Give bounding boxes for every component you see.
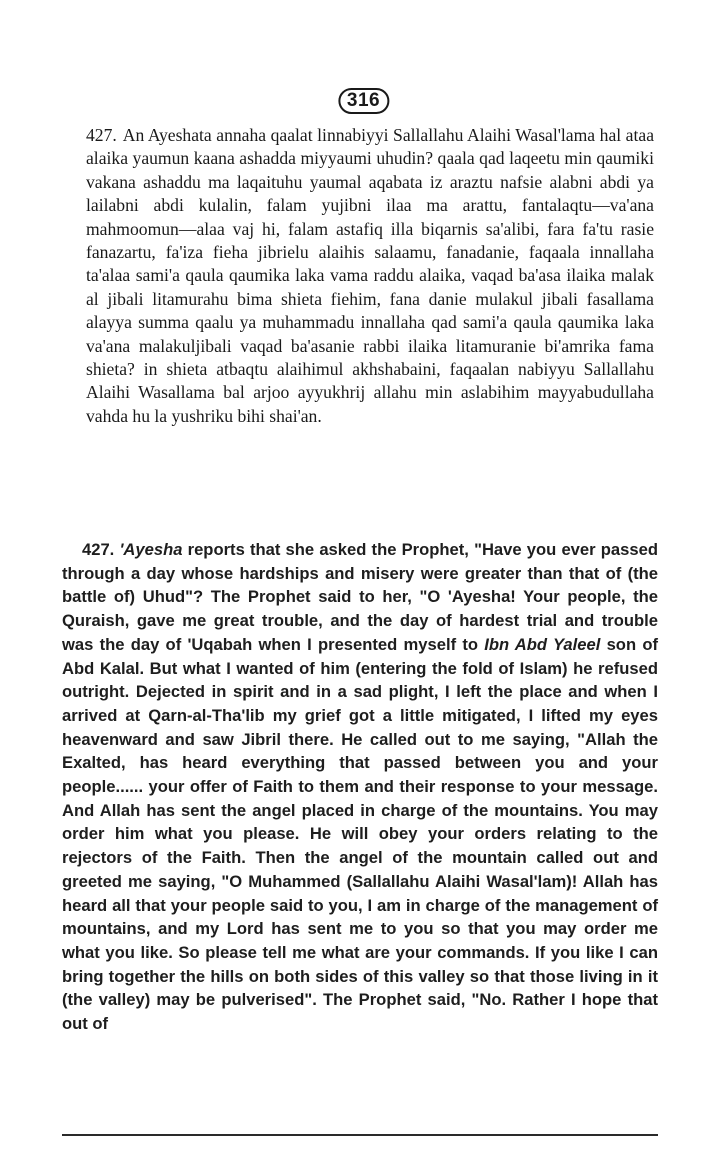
narrator-name: 'Ayesha <box>119 540 183 559</box>
translation-text-part-1: reports that she asked the Prophet, "Have you ever passed through a day whose hardships and misery were greater than that of (the battle of) Uhud"? The Prophet said to her, "O 'Ayesha! Your people, the Quraish, gave me great trouble, and the day of hardest trial and trouble was the day of 'Uqabah when I presented myself to <box>62 540 658 654</box>
translation-text-part-2: son of Abd Kalal. But what I wanted of him (entering the fold of Islam) he refused outright. Dejected in spirit and in a sad plight, I left the place and when I arrived at Qarn-al-Tha'lib my grief got a little mitigated, I lifted my eyes heavenward and saw Jibril there. He called out to me saying, "Allah the Exalted, has heard everything that passed between you and your people...... your offer of Faith to them and their response to your message. And Allah has sent the angel placed in charge of the mountains. You may order him what you please. He will obey your orders relating to the rejectors of the Faith. Then the angel of the mountain called out and greeted me saying, "O Muhammed (Sallallahu Alaihi Wasal'lam)! Allah has heard all that your people said to you, I am in charge of the management of mountains, and my Lord has sent me to you so that you may order me what you like. So please tell me what are your commands. If you like I can bring together the hills on both sides of this valley so that those living in it (the valley) may be pulverised". The Prophet said, "No. Rather I hope that out of <box>62 634 658 1034</box>
hadith-number: 427. <box>82 540 115 559</box>
page-number: 316 <box>338 88 389 114</box>
hadith-number: 427. <box>86 125 117 145</box>
transliteration-text: An Ayeshata annaha qaalat linnabiyyi Sallallahu Alaihi Wasal'lama hal ataa alaika yaumun kaana ashadda miyyaumi uhudin? qaala qad laqeetu min qaumiki vakana ashaddu ma laqaituhu yaumal aqabata iz araztu nafsie alabni abdi ya lailabni abdi kulalin, falam yujibni ilaa ma arattu, fantalaqtu—va'ana mahmoomun—alaa vaj hi, falam astafiq illa biqarnis sa'alibi, fara fa'tu rasie fanazartu, fa'iza fieha jibrielu alaihis salaamu, fanadanie, faqaala innallaha ta'alaa sami'a qaula qaumika laka vama raddu alaika, vaqad ba'asa ilaika malak al jibali litamurahu bima shieta fiehim, fana danie mulakul jibali fasallama alayya summa qaalu ya muhammadu innallaha qad sami'a qaula qaumika laka va'ana malakuljibali vaqad ba'asanie rabbi ilaika litamuranie bi'amrika fama shieta? in shieta atbaqtu alaihimul akhshabaini, faqaalan nabiyyu Sallallahu Alaihi Wasallama bal arjoo ayyukhrij allahu min aslabihim mayyabudullaha vahda hu la yushriku bihi shai'an. <box>86 125 654 426</box>
footer-rule <box>62 1134 658 1136</box>
person-name: Ibn Abd Yaleel <box>484 634 601 654</box>
transliteration-paragraph <box>86 124 654 428</box>
translation-paragraph <box>62 538 658 1036</box>
